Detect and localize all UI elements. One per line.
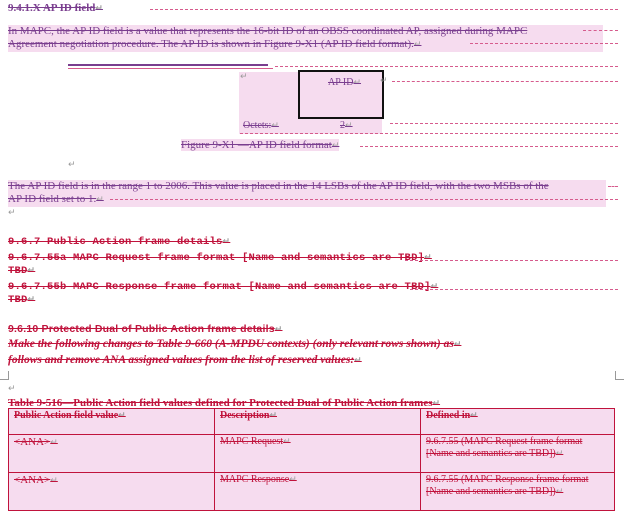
figure-rule	[68, 68, 273, 69]
revision-line	[275, 66, 618, 67]
figure-rule	[68, 64, 268, 66]
paragraph-mark: ↵	[8, 208, 16, 218]
revision-line	[608, 186, 618, 187]
figure-caption: Figure 9-X1 —AP ID field format↵	[181, 139, 340, 151]
table-cell: <ANA>↵	[9, 435, 215, 473]
page-corner-mark	[615, 371, 624, 380]
cell-mark: ↵	[240, 72, 248, 82]
table-cell: MAPC Response↵	[215, 473, 421, 511]
revision-line	[390, 123, 618, 124]
editor-instruction: Make the following changes to Table 9-660 (A-MPDU contexts) (only relevant rows shown) as↵ follows and remove ANA assigned values from the list of reserved values:↵	[8, 338, 462, 366]
table-cell: <ANA>↵	[9, 473, 215, 511]
section-body-tbd: TBD↵	[8, 294, 36, 306]
ap-id-label: AP ID↵	[328, 77, 362, 88]
revision-line	[240, 133, 618, 134]
revision-line	[410, 289, 618, 290]
octets-value: 2↵	[340, 120, 353, 131]
revision-line	[392, 81, 618, 82]
section-9-6-7-55b: 9.6.7.55b MAPC Response frame format [Name and semantics are TBD]↵	[8, 281, 439, 293]
cell-mark: ↵	[380, 76, 388, 86]
paragraph-mark: ↵	[8, 384, 16, 394]
table-header-cell: Defined in↵	[421, 409, 615, 435]
revision-line	[360, 146, 618, 147]
octets-label: Octets:↵	[243, 120, 279, 131]
paragraph-mark: ↵	[68, 160, 76, 170]
revision-line	[150, 9, 618, 10]
public-action-table	[8, 408, 615, 511]
revision-line	[470, 43, 618, 44]
table-cell: MAPC Request↵	[215, 435, 421, 473]
table-cell: 9.6.7.55 (MAPC Request frame format [Name and semantics are TBD])↵	[421, 435, 615, 473]
revision-line	[405, 260, 618, 261]
section-9-6-7-55a: 9.6.7.55a MAPC Request frame format [Name and semantics are TBD]↵	[8, 252, 432, 264]
section-body-tbd: TBD↵	[8, 265, 36, 277]
table-row	[9, 473, 615, 511]
table-header-cell: Description↵	[215, 409, 421, 435]
revision-line	[110, 199, 618, 200]
section-9-6-10: 9.6.10 Protected Dual of Public Action frame details↵	[8, 323, 283, 335]
table-header-cell: Public Action field value↵	[9, 409, 215, 435]
section-9-6-7: 9.6.7 Public Action frame details↵	[8, 236, 231, 248]
page-corner-mark	[0, 371, 9, 380]
table-caption: Table 9-516—Public Action field values defined for Protected Dual of Public Action frames↵	[8, 397, 441, 409]
range-paragraph: The AP ID field is in the range 1 to 2006. This value is placed in the 14 LSBs of the AP ID field, with the two MSBs of the AP ID field set to 1.↵	[8, 180, 606, 207]
intro-paragraph: In MAPC, the AP ID field is a value that represents the 16-bit ID of an OBSS coordinated AP, assigned during MAPC Agreement negotiation procedure. The AP ID is shown in Figure 9-X1 (AP ID field format).↵	[8, 25, 603, 52]
revision-line	[583, 30, 618, 31]
table-header-row	[9, 409, 615, 435]
table-row	[9, 435, 615, 473]
section-heading: 9.4.1.X AP ID field↵	[8, 2, 103, 14]
table-cell: 9.6.7.55 (MAPC Response frame format [Name and semantics are TBD])↵	[421, 473, 615, 511]
